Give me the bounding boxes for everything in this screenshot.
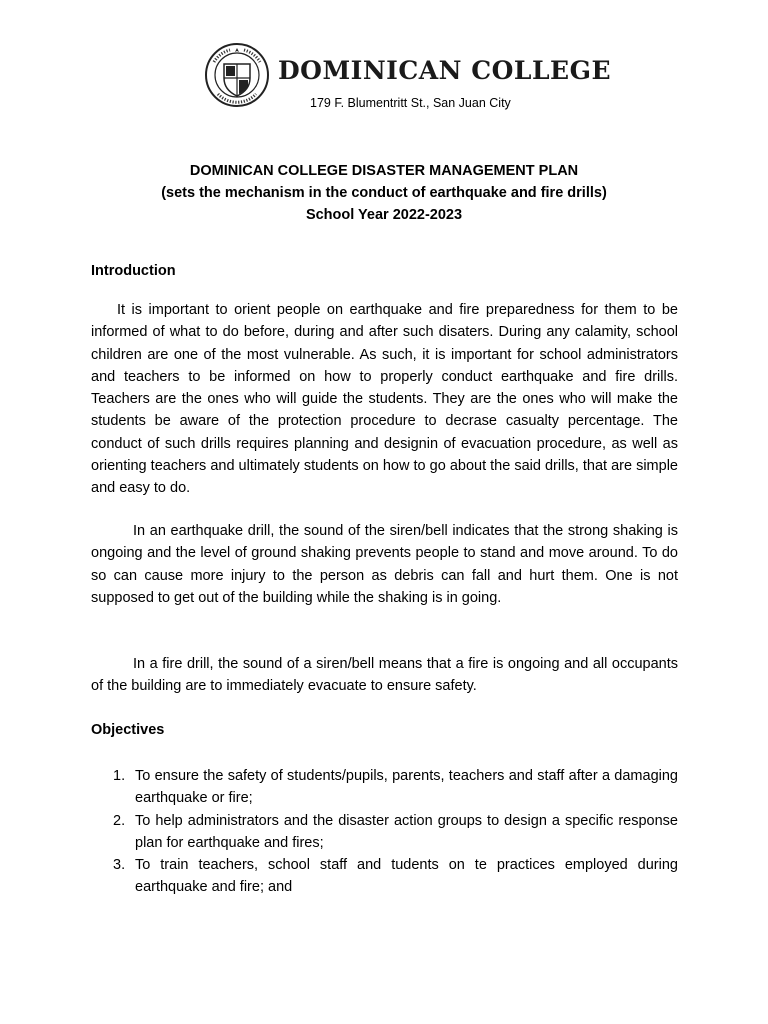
objectives-list xyxy=(91,765,678,899)
intro-paragraph-2: In an earthquake drill, the sound of the siren/bell indicates that the strong shaking is ongoing and the level of ground shaking prevents people to stand and move around. To do so can cause more injury to the person as debris can fall and hurt them. One is not supposed to get out of the building while the shaking is in going. xyxy=(91,523,678,606)
objectives-heading: Objectives xyxy=(91,722,165,738)
list-item xyxy=(91,854,678,899)
list-item-number: 1. xyxy=(113,768,126,784)
college-seal-icon xyxy=(204,42,270,108)
title-line-2: (sets the mechanism in the conduct of earthquake and fire drills) xyxy=(161,185,607,201)
list-item-text: To ensure the safety of students/pupils, parents, teachers and staff after a damaging earthquake or fire; xyxy=(135,768,678,807)
list-item xyxy=(91,810,678,855)
list-item-number: 3. xyxy=(113,857,126,874)
list-item-text: To train teachers, school staff and tudents on te practices employed during earthquake and fire; and xyxy=(135,857,678,896)
list-item-text: To help administrators and the disaster action groups to design a specific response plan for earthquake and fires; xyxy=(135,812,678,851)
introduction-heading: Introduction xyxy=(91,263,176,279)
list-item xyxy=(91,765,678,810)
title-line-1: DOMINICAN COLLEGE DISASTER MANAGEMENT PLAN xyxy=(189,163,579,179)
document-title xyxy=(0,160,768,226)
list-item-number: 2. xyxy=(113,812,126,829)
college-address: 179 F. Blumentritt St., San Juan City xyxy=(310,96,511,110)
intro-paragraph-1: It is important to orient people on earthquake and fire preparedness for them to be informed of what to do before, during and after such disaters. During any calamity, school children are one of the most vulnerable. As such, it is important for school administrators and teachers to be informed on how to properly conduct earthquake and fire drills. Teachers are the ones who will guide the students. They are the ones who will make the students be aware of the protection procedure to decrase casualty percentage. The conduct of such drills requires planning and designin of evacuation procedure, as well as orienting teachers and ultimately students on how to go about the said drills, that are simple and easy to do. xyxy=(91,302,678,497)
intro-paragraph-3: In a fire drill, the sound of a siren/bell means that a fire is ongoing and all occupants of the building are to immediately evacuate to ensure safety. xyxy=(91,656,678,695)
title-line-3: School Year 2022-2023 xyxy=(305,207,463,223)
letterhead xyxy=(204,42,612,118)
college-name: DOMINICAN COLLEGE xyxy=(278,56,612,85)
